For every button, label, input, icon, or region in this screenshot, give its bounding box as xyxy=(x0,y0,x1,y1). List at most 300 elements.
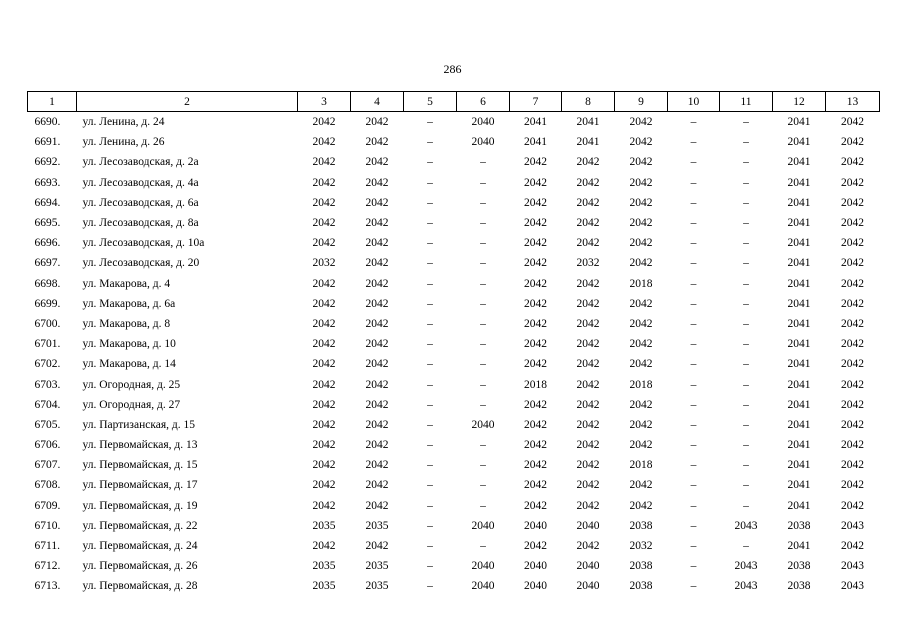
year-cell: 2042 xyxy=(312,338,336,351)
year-cell: 2042 xyxy=(524,297,547,310)
year-cell: 2042 xyxy=(524,217,547,230)
year-cell: 2042 xyxy=(576,217,600,230)
year-cell: – xyxy=(480,398,486,411)
address-cell: ул. Первомайская, д. 22 xyxy=(82,519,198,532)
year-cell: 2042 xyxy=(629,297,653,310)
year-cell: 2042 xyxy=(629,479,653,492)
year-cell: – xyxy=(480,439,486,452)
year-cell: 2042 xyxy=(524,439,547,452)
column-header: 12 xyxy=(773,92,826,112)
year-cell: 2042 xyxy=(841,499,864,512)
year-cell: 2042 xyxy=(312,540,336,553)
year-cell: 2042 xyxy=(524,459,547,472)
year-cell: 2042 xyxy=(524,540,547,553)
year-cell: – xyxy=(480,217,486,230)
year-cell: – xyxy=(690,499,697,512)
year-cell: 2042 xyxy=(312,237,336,250)
year-cell: 2042 xyxy=(312,358,336,371)
year-cell: – xyxy=(743,378,749,391)
year-cell: – xyxy=(427,378,433,391)
year-cell: – xyxy=(690,116,697,129)
column-header: 9 xyxy=(615,92,668,112)
column-header: 1 xyxy=(28,92,77,112)
address-cell: ул. Лесозаводская, д. 20 xyxy=(82,257,200,270)
year-cell: – xyxy=(690,378,697,391)
year-cell: 2041 xyxy=(787,176,811,189)
row-number: 6697. xyxy=(34,257,61,270)
year-cell: 2040 xyxy=(524,580,547,593)
header-row xyxy=(28,92,880,112)
year-cell: 2042 xyxy=(841,176,864,189)
year-cell: 2042 xyxy=(524,156,547,169)
year-cell: 2042 xyxy=(841,317,864,330)
year-cell: 2041 xyxy=(787,439,811,452)
year-cell: – xyxy=(480,257,486,270)
row-number: 6705. xyxy=(34,418,61,431)
year-cell: 2041 xyxy=(787,499,811,512)
year-cell: – xyxy=(743,297,749,310)
address-cell: ул. Первомайская, д. 26 xyxy=(82,560,198,573)
year-cell: 2042 xyxy=(312,317,336,330)
year-cell: 2042 xyxy=(312,136,336,149)
year-cell: 2040 xyxy=(471,136,495,149)
year-cell: 2042 xyxy=(576,237,600,250)
year-cell: 2042 xyxy=(629,398,653,411)
table-row xyxy=(28,233,880,253)
year-cell: 2041 xyxy=(524,116,547,129)
year-cell: 2041 xyxy=(787,398,811,411)
column-header: 8 xyxy=(562,92,615,112)
year-cell: – xyxy=(427,317,433,330)
page-number: 286 xyxy=(443,62,462,76)
year-cell: 2042 xyxy=(576,540,600,553)
year-cell: 2042 xyxy=(524,317,547,330)
year-cell: 2042 xyxy=(524,358,547,371)
year-cell: 2040 xyxy=(471,116,495,129)
year-cell: 2042 xyxy=(841,297,864,310)
year-cell: 2042 xyxy=(629,439,653,452)
year-cell: 2042 xyxy=(312,196,336,209)
row-number: 6707. xyxy=(34,459,61,472)
year-cell: – xyxy=(743,439,749,452)
row-number: 6704. xyxy=(34,398,61,411)
year-cell: 2038 xyxy=(787,580,811,593)
year-cell: – xyxy=(690,418,697,431)
year-cell: – xyxy=(743,418,749,431)
year-cell: 2042 xyxy=(365,479,389,492)
address-cell: ул. Лесозаводская, д. 4а xyxy=(82,176,199,189)
year-cell: 2042 xyxy=(312,156,336,169)
year-cell: 2042 xyxy=(365,277,389,290)
year-cell: 2040 xyxy=(471,418,495,431)
year-cell: – xyxy=(690,358,697,371)
year-cell: 2042 xyxy=(841,398,864,411)
address-cell: ул. Лесозаводская, д. 8а xyxy=(82,217,199,230)
table-row xyxy=(28,112,880,133)
year-cell: – xyxy=(743,217,749,230)
row-number: 6713. xyxy=(34,580,61,593)
year-cell: 2042 xyxy=(524,237,547,250)
year-cell: – xyxy=(480,297,486,310)
year-cell: 2042 xyxy=(629,257,653,270)
year-cell: – xyxy=(690,176,697,189)
row-number: 6694. xyxy=(34,196,61,209)
year-cell: – xyxy=(427,439,433,452)
year-cell: 2043 xyxy=(841,580,864,593)
year-cell: 2042 xyxy=(576,196,600,209)
year-cell: 2042 xyxy=(576,418,600,431)
year-cell: – xyxy=(427,580,433,593)
year-cell: 2018 xyxy=(629,378,653,391)
year-cell: – xyxy=(743,540,749,553)
row-number: 6711. xyxy=(34,540,60,553)
year-cell: – xyxy=(480,237,486,250)
year-cell: 2042 xyxy=(312,297,336,310)
year-cell: 2042 xyxy=(524,499,547,512)
column-header: 2 xyxy=(77,92,298,112)
address-cell: ул. Огородная, д. 25 xyxy=(82,378,181,391)
year-cell: – xyxy=(480,540,486,553)
year-cell: – xyxy=(427,116,433,129)
year-cell: 2042 xyxy=(312,398,336,411)
year-cell: – xyxy=(480,196,486,209)
year-cell: 2040 xyxy=(576,519,600,532)
year-cell: – xyxy=(427,338,433,351)
table-row xyxy=(28,314,880,334)
year-cell: 2041 xyxy=(524,136,547,149)
year-cell: 2041 xyxy=(787,116,811,129)
year-cell: 2042 xyxy=(629,217,653,230)
year-cell: 2042 xyxy=(841,479,864,492)
year-cell: – xyxy=(690,136,697,149)
year-cell: – xyxy=(427,519,433,532)
year-cell: 2042 xyxy=(365,196,389,209)
address-cell: ул. Макарова, д. 8 xyxy=(82,317,171,330)
year-cell: 2042 xyxy=(312,277,336,290)
year-cell: – xyxy=(690,156,697,169)
year-cell: 2042 xyxy=(576,297,600,310)
address-cell: ул. Первомайская, д. 13 xyxy=(82,439,198,452)
year-cell: 2042 xyxy=(365,439,389,452)
year-cell: 2038 xyxy=(787,560,811,573)
address-cell: ул. Макарова, д. 14 xyxy=(82,358,176,371)
year-cell: 2042 xyxy=(841,136,864,149)
year-cell: 2042 xyxy=(365,378,389,391)
year-cell: – xyxy=(690,519,697,532)
year-cell: – xyxy=(427,398,433,411)
year-cell: 2041 xyxy=(787,317,811,330)
year-cell: – xyxy=(427,277,433,290)
row-number: 6692. xyxy=(34,156,61,169)
year-cell: – xyxy=(480,277,486,290)
year-cell: 2042 xyxy=(365,317,389,330)
table-row xyxy=(28,132,880,152)
row-number: 6698. xyxy=(34,277,61,290)
year-cell: 2042 xyxy=(576,499,600,512)
year-cell: 2042 xyxy=(365,338,389,351)
year-cell: 2043 xyxy=(841,560,864,573)
year-cell: 2040 xyxy=(576,580,600,593)
row-number: 6706. xyxy=(34,439,61,452)
year-cell: 2042 xyxy=(365,499,389,512)
year-cell: 2042 xyxy=(841,257,864,270)
year-cell: 2042 xyxy=(576,277,600,290)
year-cell: – xyxy=(690,277,697,290)
year-cell: – xyxy=(480,338,486,351)
year-cell: – xyxy=(743,277,749,290)
year-cell: – xyxy=(427,479,433,492)
year-cell: 2042 xyxy=(365,116,389,129)
row-number: 6709. xyxy=(34,499,61,512)
row-number: 6708. xyxy=(34,479,61,492)
row-number: 6696. xyxy=(34,237,61,250)
row-number: 6691. xyxy=(34,136,61,149)
year-cell: 2042 xyxy=(524,176,547,189)
year-cell: – xyxy=(427,540,433,553)
year-cell: 2042 xyxy=(629,116,653,129)
year-cell: 2018 xyxy=(524,378,547,391)
table-row xyxy=(28,374,880,394)
year-cell: 2042 xyxy=(629,418,653,431)
year-cell: 2042 xyxy=(312,378,336,391)
year-cell: 2035 xyxy=(365,580,389,593)
address-cell: ул. Ленина, д. 26 xyxy=(82,136,165,149)
table-row xyxy=(28,475,880,495)
year-cell: – xyxy=(427,257,433,270)
table-row xyxy=(28,576,880,596)
column-header: 5 xyxy=(404,92,457,112)
year-cell: – xyxy=(427,136,433,149)
address-cell: ул. Макарова, д. 4 xyxy=(82,277,171,290)
year-cell: – xyxy=(743,317,749,330)
year-cell: 2042 xyxy=(365,418,389,431)
year-cell: – xyxy=(690,540,697,553)
year-cell: 2042 xyxy=(629,237,653,250)
row-number: 6695. xyxy=(34,217,61,230)
address-cell: ул. Первомайская, д. 19 xyxy=(82,499,198,512)
year-cell: 2042 xyxy=(629,338,653,351)
row-number: 6712. xyxy=(34,560,61,573)
year-cell: 2042 xyxy=(524,277,547,290)
year-cell: 2042 xyxy=(524,257,547,270)
year-cell: 2041 xyxy=(787,338,811,351)
year-cell: 2042 xyxy=(576,479,600,492)
year-cell: – xyxy=(743,257,749,270)
year-cell: 2042 xyxy=(312,176,336,189)
table-row xyxy=(28,455,880,475)
table-row xyxy=(28,556,880,576)
year-cell: 2018 xyxy=(629,277,653,290)
year-cell: – xyxy=(743,338,749,351)
year-cell: – xyxy=(480,378,486,391)
year-cell: – xyxy=(743,116,749,129)
year-cell: 2042 xyxy=(576,378,600,391)
year-cell: 2042 xyxy=(312,116,336,129)
column-header: 10 xyxy=(668,92,720,112)
table-row xyxy=(28,516,880,536)
address-cell: ул. Макарова, д. 10 xyxy=(82,338,176,351)
year-cell: – xyxy=(743,459,749,472)
year-cell: – xyxy=(480,317,486,330)
column-header: 7 xyxy=(510,92,562,112)
table-row xyxy=(28,496,880,516)
year-cell: 2041 xyxy=(787,136,811,149)
table-row xyxy=(28,435,880,455)
year-cell: 2042 xyxy=(365,136,389,149)
year-cell: – xyxy=(690,580,697,593)
table-row xyxy=(28,395,880,415)
year-cell: 2042 xyxy=(576,317,600,330)
year-cell: 2041 xyxy=(787,378,811,391)
year-cell: 2042 xyxy=(629,156,653,169)
year-cell: 2042 xyxy=(365,459,389,472)
year-cell: 2042 xyxy=(629,317,653,330)
year-cell: 2042 xyxy=(629,358,653,371)
year-cell: 2035 xyxy=(365,560,389,573)
year-cell: 2041 xyxy=(787,237,811,250)
table-row xyxy=(28,334,880,354)
address-cell: ул. Первомайская, д. 17 xyxy=(82,479,198,492)
year-cell: 2035 xyxy=(312,580,336,593)
year-cell: 2042 xyxy=(841,196,864,209)
address-cell: ул. Первомайская, д. 15 xyxy=(82,459,198,472)
table-header xyxy=(28,92,880,112)
year-cell: – xyxy=(480,156,486,169)
year-cell: – xyxy=(743,176,749,189)
year-cell: – xyxy=(743,479,749,492)
year-cell: – xyxy=(690,317,697,330)
year-cell: 2041 xyxy=(787,196,811,209)
year-cell: 2043 xyxy=(841,519,864,532)
address-cell: ул. Макарова, д. 6а xyxy=(82,297,176,310)
row-number: 6693. xyxy=(34,176,61,189)
year-cell: 2042 xyxy=(524,479,547,492)
year-cell: 2041 xyxy=(787,459,811,472)
year-cell: 2041 xyxy=(787,277,811,290)
address-cell: ул. Ленина, д. 24 xyxy=(82,116,165,129)
year-cell: 2042 xyxy=(629,196,653,209)
year-cell: 2042 xyxy=(365,358,389,371)
year-cell: 2041 xyxy=(787,156,811,169)
year-cell: 2035 xyxy=(365,519,389,532)
year-cell: 2042 xyxy=(841,418,864,431)
year-cell: 2041 xyxy=(787,358,811,371)
year-cell: 2041 xyxy=(787,479,811,492)
year-cell: 2042 xyxy=(576,439,600,452)
row-number: 6703. xyxy=(34,378,61,391)
year-cell: – xyxy=(743,196,749,209)
year-cell: 2042 xyxy=(524,196,547,209)
year-cell: 2032 xyxy=(312,257,336,270)
year-cell: 2038 xyxy=(629,519,653,532)
year-cell: – xyxy=(427,297,433,310)
year-cell: – xyxy=(427,418,433,431)
year-cell: – xyxy=(690,459,697,472)
year-cell: 2038 xyxy=(629,580,653,593)
year-cell: – xyxy=(480,479,486,492)
year-cell: 2043 xyxy=(734,519,758,532)
year-cell: 2040 xyxy=(471,580,495,593)
year-cell: 2041 xyxy=(576,116,600,129)
table-row xyxy=(28,152,880,172)
year-cell: 2042 xyxy=(365,540,389,553)
year-cell: 2042 xyxy=(841,378,864,391)
table-row xyxy=(28,274,880,294)
row-number: 6699. xyxy=(34,297,61,310)
year-cell: – xyxy=(690,196,697,209)
year-cell: – xyxy=(690,257,697,270)
year-cell: 2042 xyxy=(312,499,336,512)
year-cell: 2041 xyxy=(787,540,811,553)
year-cell: 2042 xyxy=(841,459,864,472)
column-header: 6 xyxy=(457,92,510,112)
row-number: 6701. xyxy=(34,338,61,351)
year-cell: – xyxy=(690,338,697,351)
year-cell: – xyxy=(743,156,749,169)
table-row xyxy=(28,213,880,233)
year-cell: 2041 xyxy=(576,136,600,149)
year-cell: 2040 xyxy=(471,560,495,573)
year-cell: – xyxy=(690,398,697,411)
year-cell: 2038 xyxy=(629,560,653,573)
year-cell: – xyxy=(480,459,486,472)
table-row xyxy=(28,415,880,435)
year-cell: 2042 xyxy=(841,116,864,129)
year-cell: 2042 xyxy=(524,418,547,431)
year-cell: 2038 xyxy=(787,519,811,532)
table-row xyxy=(28,536,880,556)
year-cell: 2041 xyxy=(787,257,811,270)
year-cell: 2041 xyxy=(787,418,811,431)
year-cell: – xyxy=(743,398,749,411)
year-cell: – xyxy=(743,358,749,371)
column-header: 13 xyxy=(826,92,880,112)
year-cell: 2042 xyxy=(365,217,389,230)
schedule-table xyxy=(27,91,880,597)
year-cell: 2042 xyxy=(365,398,389,411)
year-cell: 2042 xyxy=(365,237,389,250)
year-cell: 2042 xyxy=(312,479,336,492)
year-cell: 2042 xyxy=(629,499,653,512)
year-cell: 2042 xyxy=(576,338,600,351)
year-cell: 2040 xyxy=(524,560,547,573)
table-row xyxy=(28,253,880,273)
year-cell: – xyxy=(427,156,433,169)
year-cell: – xyxy=(690,217,697,230)
address-cell: ул. Лесозаводская, д. 10а xyxy=(82,237,205,250)
table-body xyxy=(28,112,880,597)
column-header: 11 xyxy=(720,92,773,112)
year-cell: 2035 xyxy=(312,519,336,532)
year-cell: 2042 xyxy=(312,459,336,472)
year-cell: – xyxy=(690,297,697,310)
year-cell: 2040 xyxy=(471,519,495,532)
table-row xyxy=(28,173,880,193)
year-cell: 2042 xyxy=(841,217,864,230)
year-cell: – xyxy=(690,237,697,250)
year-cell: – xyxy=(427,459,433,472)
year-cell: 2041 xyxy=(787,297,811,310)
year-cell: 2042 xyxy=(365,297,389,310)
year-cell: – xyxy=(480,176,486,189)
year-cell: 2032 xyxy=(629,540,653,553)
year-cell: 2042 xyxy=(365,156,389,169)
year-cell: 2042 xyxy=(576,156,600,169)
year-cell: 2032 xyxy=(576,257,600,270)
year-cell: 2042 xyxy=(576,176,600,189)
year-cell: 2043 xyxy=(734,580,758,593)
address-cell: ул. Первомайская, д. 28 xyxy=(82,580,198,593)
